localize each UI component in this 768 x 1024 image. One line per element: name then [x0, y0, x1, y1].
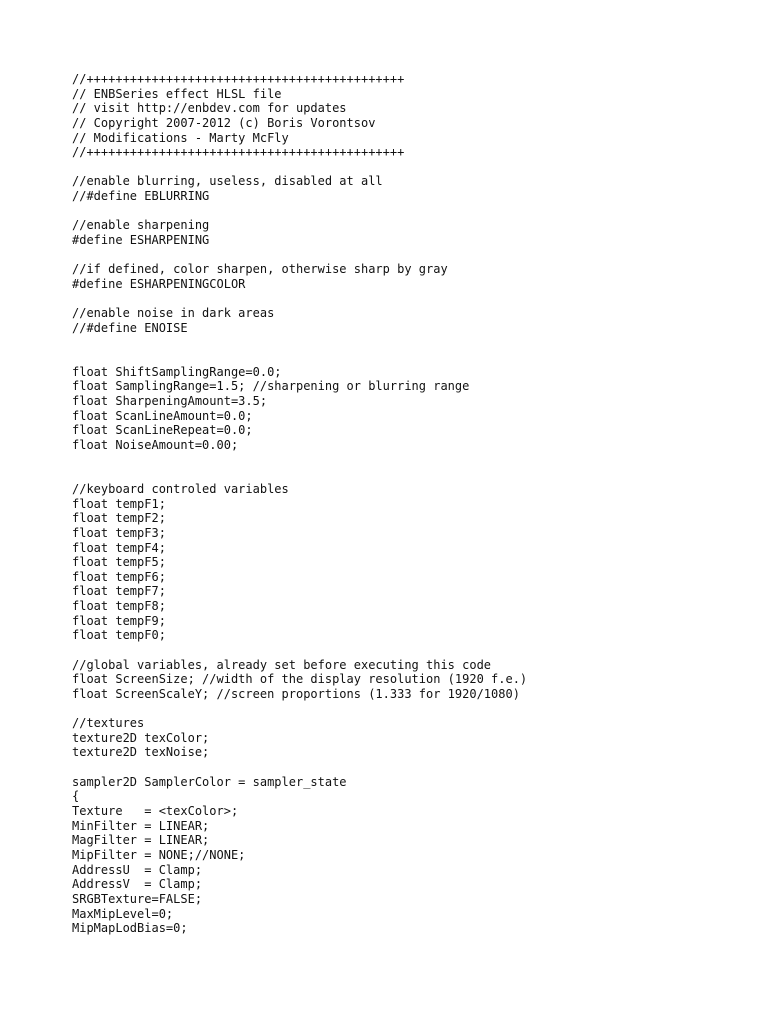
code-line: //enable sharpening	[72, 218, 210, 233]
code-line: // Modifications - Marty McFly	[72, 130, 289, 145]
code-line: float tempF9;	[72, 613, 166, 628]
code-line: float tempF4;	[72, 540, 166, 555]
code-line: SRGBTexture=FALSE;	[72, 891, 203, 906]
code-line: float ScreenSize; //width of the display resolution (1920 f.e.)	[72, 672, 528, 687]
code-line	[72, 453, 752, 468]
code-line: MipFilter = NONE;//NONE;	[72, 847, 246, 862]
code-line: MipMapLodBias=0;	[72, 921, 188, 936]
code-line: MaxMipLevel=0;	[72, 906, 174, 921]
code-line: float ShiftSamplingRange=0.0;	[72, 364, 282, 379]
code-line: // visit http://enbdev.com for updates	[72, 101, 347, 116]
code-line: float SharpeningAmount=3.5;	[72, 394, 268, 409]
code-line: //keyboard controled variables	[72, 481, 289, 496]
code-line: AddressU = Clamp;	[72, 862, 203, 877]
code-line: MagFilter = LINEAR;	[72, 833, 210, 848]
code-line: //global variables, already set before executing this code	[72, 657, 492, 672]
code-line: texture2D texNoise;	[72, 745, 210, 760]
code-line	[72, 292, 752, 307]
code-line: Texture = <texColor>;	[72, 804, 239, 819]
code-line: texture2D texColor;	[72, 730, 210, 745]
code-line: //++++++++++++++++++++++++++++++++++++++++++++	[72, 72, 405, 86]
code-line: float tempF3;	[72, 525, 166, 540]
code-line: MinFilter = LINEAR;	[72, 818, 210, 833]
code-line: //textures	[72, 716, 145, 731]
code-line	[72, 643, 752, 658]
code-line	[72, 350, 752, 365]
code-line	[72, 248, 752, 263]
code-line: float ScreenScaleY; //screen proportions (1.333 for 1920/1080)	[72, 686, 520, 701]
code-line: //#define EBLURRING	[72, 189, 210, 204]
code-line	[72, 702, 752, 717]
code-line: //enable noise in dark areas	[72, 306, 275, 321]
code-line: {	[72, 789, 80, 804]
code-line: float tempF0;	[72, 628, 166, 643]
code-line: //enable blurring, useless, disabled at all	[72, 174, 383, 189]
code-line: float ScanLineAmount=0.0;	[72, 408, 253, 423]
code-line: sampler2D SamplerColor = sampler_state	[72, 774, 347, 789]
code-line: float tempF2;	[72, 511, 166, 526]
code-line: float ScanLineRepeat=0.0;	[72, 423, 253, 438]
code-line	[72, 760, 752, 775]
code-line: float tempF1;	[72, 496, 166, 511]
code-line: float tempF6;	[72, 569, 166, 584]
code-line	[72, 160, 752, 175]
code-line: // Copyright 2007-2012 (c) Boris Vorontsov	[72, 115, 376, 130]
code-line: //++++++++++++++++++++++++++++++++++++++++++++	[72, 145, 405, 160]
code-line: float tempF8;	[72, 599, 166, 614]
code-line: float tempF7;	[72, 584, 166, 599]
code-line: //if defined, color sharpen, otherwise sharp by gray	[72, 262, 448, 277]
code-line	[72, 204, 752, 219]
code-line: float SamplingRange=1.5; //sharpening or blurring range	[72, 379, 470, 394]
code-line: float NoiseAmount=0.00;	[72, 438, 239, 453]
code-line: float tempF5;	[72, 555, 166, 570]
code-listing	[72, 72, 752, 936]
code-line	[72, 336, 752, 351]
code-line: // ENBSeries effect HLSL file	[72, 86, 282, 101]
code-line: #define ESHARPENING	[72, 233, 210, 248]
code-line	[72, 467, 752, 482]
code-line: AddressV = Clamp;	[72, 877, 203, 892]
code-line: //#define ENOISE	[72, 320, 188, 335]
code-line: #define ESHARPENINGCOLOR	[72, 276, 246, 291]
